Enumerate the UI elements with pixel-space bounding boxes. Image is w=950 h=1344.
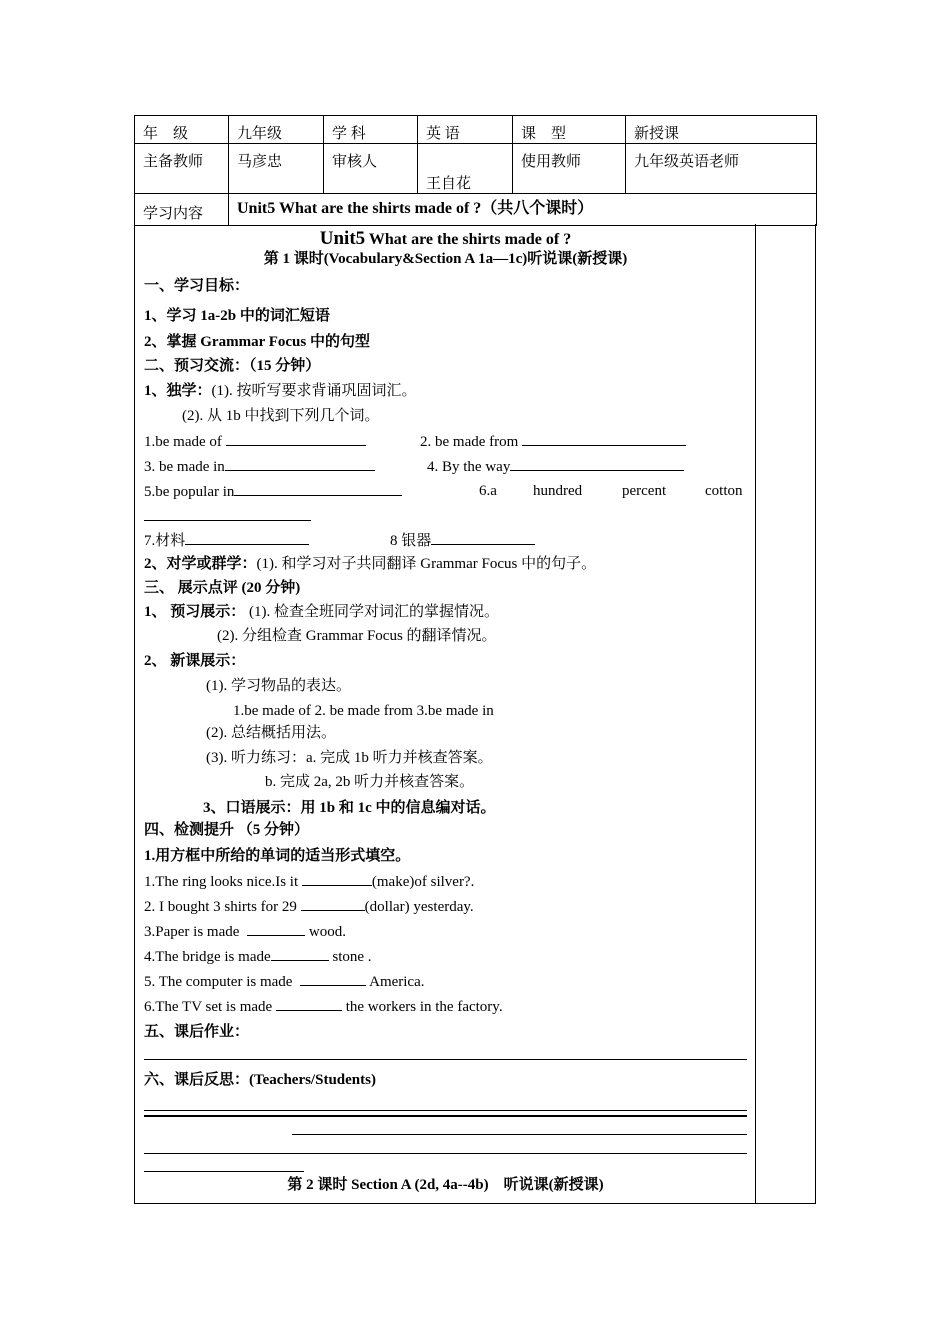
content-value: Unit5 What are the shirts made of ?（共八个课时）: [229, 194, 817, 226]
vocab-3: [144, 456, 375, 477]
lesson-subtitle: 第 1 课时(Vocabulary&Section A 1a—1c)听说课(新授课): [263, 251, 628, 267]
section-5-title: 五、课后作业：: [144, 1024, 250, 1040]
blank[interactable]: [225, 456, 375, 471]
teacher-label: 主备教师: [135, 144, 229, 194]
type-value: 新授课: [626, 116, 817, 144]
pair-study-line: [144, 554, 596, 574]
q3-text: 3.Paper is made: [144, 924, 244, 940]
q5-text: 5. The computer is made: [144, 974, 297, 990]
blank[interactable]: [144, 506, 311, 521]
vocab-6b: hundred: [533, 483, 583, 499]
homework-line: [144, 1059, 747, 1060]
q6-tail: the workers in the factory.: [341, 999, 503, 1015]
q2-tail: (dollar) yesterday.: [364, 899, 474, 915]
self-study-line: [144, 381, 417, 401]
pair-study-text: (1). 和学习对子共同翻译 Grammar Focus 中的句子。: [256, 556, 597, 572]
user-label: 使用教师: [513, 144, 626, 194]
self-study-label: 1、独学：: [144, 383, 212, 399]
answer-blank[interactable]: [300, 971, 366, 986]
pair-study-label: 2、对学或群学：: [144, 556, 257, 572]
objective-2: 2、掌握 Grammar Focus 中的句型: [144, 334, 370, 350]
new-lesson-title: 2、 新课展示：: [144, 653, 246, 669]
vocab-1-text: 1.be made of: [144, 434, 222, 450]
question-6: [144, 996, 503, 1017]
vocab-2-text: 2. be made from: [420, 434, 519, 450]
vocab-5: [144, 481, 402, 502]
reflection-line-1: [144, 1110, 747, 1111]
vocab-6c: percent: [622, 483, 667, 499]
header-table-wrap: [134, 115, 816, 226]
question-1: [144, 871, 474, 892]
new-lesson-2: (2). 总结概括用法。: [206, 725, 336, 741]
reflection-line-2: [144, 1115, 747, 1117]
user-value: 九年级英语老师: [626, 144, 817, 194]
answer-blank[interactable]: [271, 946, 329, 961]
content-label: 学习内容: [135, 194, 229, 226]
q6-text: 6.The TV set is made: [144, 999, 276, 1015]
blank[interactable]: [522, 431, 686, 446]
answer-blank[interactable]: [276, 996, 342, 1011]
lesson-title-rest: What are the shirts made of ?: [365, 231, 572, 248]
reflection-line-3: [292, 1134, 747, 1135]
q3-tail: wood.: [305, 924, 346, 940]
reflection-line-5: [144, 1171, 304, 1172]
blank[interactable]: [234, 481, 402, 496]
reflection-line-4: [144, 1153, 747, 1154]
vocab-6a: 6.a: [479, 483, 497, 499]
section-3-title: 三、 展示点评 (20 分钟): [144, 580, 301, 596]
next-lesson-title: 第 2 课时 Section A (2d, 4a--4b) 听说课(新授课): [287, 1177, 604, 1193]
type-label: 课 型: [513, 116, 626, 144]
new-lesson-phrases: 1.be made of 2. be made from 3.be made in: [233, 703, 494, 719]
blank[interactable]: [185, 530, 309, 545]
lesson-body: [134, 224, 816, 1204]
preview-show-line: [144, 602, 499, 622]
vocab-5-text: 5.be popular in: [144, 484, 235, 500]
vocab-7: [144, 530, 309, 551]
vocab-8: [390, 530, 535, 551]
reviewer-label: 审核人: [324, 144, 418, 194]
new-lesson-1: (1). 学习物品的表达。: [206, 678, 351, 694]
answer-blank[interactable]: [302, 871, 372, 886]
new-lesson-3b: b. 完成 2a, 2b 听力并核查答案。: [265, 774, 475, 790]
self-study-task-2: (2). 从 1b 中找到下列几个词。: [182, 408, 380, 424]
exercise-instruction: 1.用方框中所给的单词的适当形式填空。: [144, 848, 411, 864]
question-4: [144, 946, 372, 967]
lesson-title: [144, 228, 747, 251]
vocab-2: [420, 431, 686, 452]
lesson-title-unit: Unit5: [319, 228, 366, 249]
vocab-6-blank: [144, 506, 311, 527]
vocab-7-text: 7.材料: [144, 533, 186, 549]
section-4-title: 四、检测提升 （5 分钟）: [144, 822, 310, 838]
section-2-title: 二、预习交流：（15 分钟）: [144, 358, 321, 374]
preview-show-label: 1、 预习展示：: [144, 604, 246, 620]
question-5: [144, 971, 425, 992]
reviewer-value: 王自花: [418, 144, 513, 194]
new-lesson-3: (3). 听力练习：a. 完成 1b 听力并核查答案。: [206, 750, 493, 766]
question-3: [144, 921, 346, 942]
q1-text: 1.The ring looks nice.Is it: [144, 874, 302, 890]
vocab-3-text: 3. be made in: [144, 459, 225, 475]
teacher-value: 马彦忠: [229, 144, 324, 194]
oral-show: 3、口语展示：用 1b 和 1c 中的信息编对话。: [203, 800, 496, 816]
header-table: [134, 115, 817, 226]
grade-label: 年 级: [135, 116, 229, 144]
q1-tail: (make)of silver?.: [371, 874, 475, 890]
grade-value: 九年级: [229, 116, 324, 144]
q2-text: 2. I bought 3 shirts for 29: [144, 899, 301, 915]
self-study-text: (1). 按听写要求背诵巩固词汇。: [211, 383, 417, 399]
answer-blank[interactable]: [301, 896, 365, 911]
vocab-6d: cotton: [705, 483, 743, 499]
question-2: [144, 896, 474, 917]
vocab-4: [427, 456, 684, 477]
blank[interactable]: [226, 431, 366, 446]
preview-show-2: (2). 分组检查 Grammar Focus 的翻译情况。: [217, 628, 497, 644]
subject-label: 学 科: [324, 116, 418, 144]
preview-show-text: (1). 检查全班同学对词汇的掌握情况。: [245, 604, 500, 620]
section-6-title: 六、课后反思：(Teachers/Students): [144, 1072, 376, 1088]
vocab-4-text: 4. By the way: [427, 459, 511, 475]
vocab-1: [144, 431, 366, 452]
section-1-title: 一、学习目标：: [144, 278, 250, 294]
right-margin-column: [755, 224, 756, 1204]
q5-tail: America.: [366, 974, 425, 990]
blank[interactable]: [431, 530, 535, 545]
subject-value: 英 语: [418, 116, 513, 144]
answer-blank[interactable]: [247, 921, 305, 936]
q4-text: 4.The bridge is made: [144, 949, 271, 965]
blank[interactable]: [510, 456, 684, 471]
objective-1: 1、学习 1a-2b 中的词汇短语: [144, 308, 330, 324]
q4-tail: stone .: [328, 949, 372, 965]
vocab-8-text: 8 银器: [390, 533, 432, 549]
